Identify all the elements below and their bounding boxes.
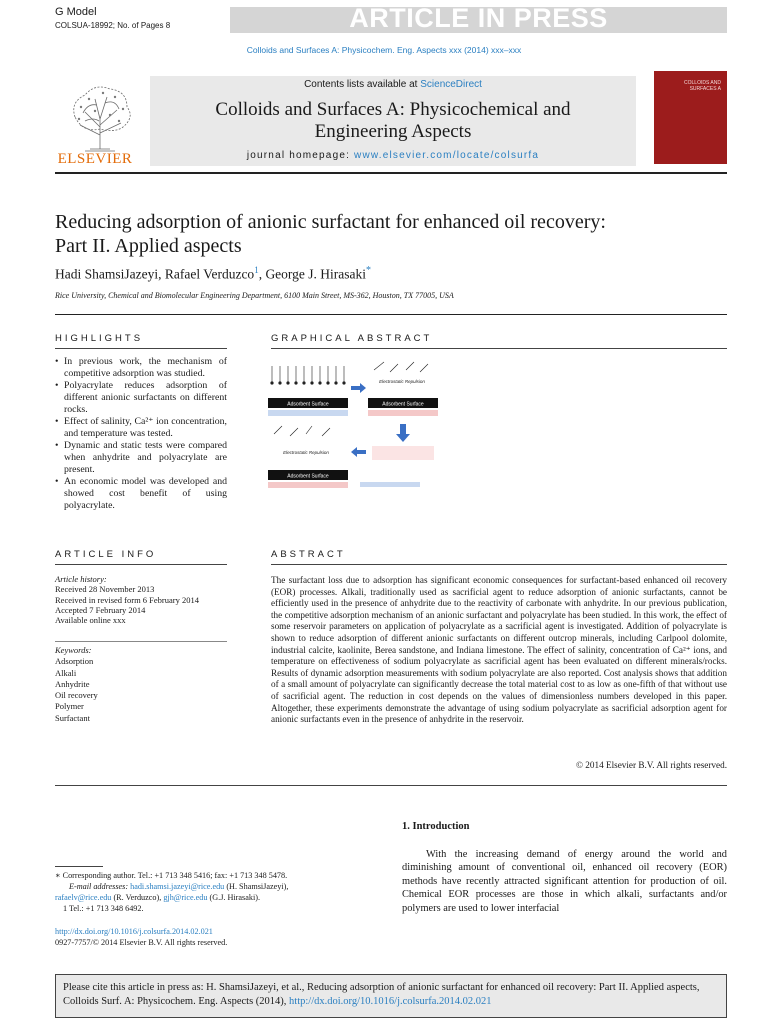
email-name-1: (H. ShamsiJazeyi),: [224, 882, 289, 891]
ga-repulsion-label-2: Electrostatic Repulsion: [283, 450, 329, 455]
author-names-2: , George J. Hirasaki: [258, 266, 367, 282]
article-history: [55, 574, 227, 625]
highlight-item: • Polyacrylate reduces adsorption of different anionic surfactants on different rocks.: [55, 380, 227, 416]
footnote-rule: [55, 866, 103, 867]
history-received: Received 28 November 2013: [55, 584, 155, 595]
contents-line: [150, 79, 636, 90]
email-link-1[interactable]: hadi.shamsi.jazeyi@rice.edu: [130, 882, 225, 891]
article-in-press-text: ARTICLE IN PRESS: [349, 3, 608, 33]
email-name-3: (G.J. Hirasaki).: [207, 893, 260, 902]
highlight-item: • In previous work, the mechanism of competitive adsorption was studied.: [55, 356, 227, 380]
highlight-item: • Effect of salinity, Ca²⁺ ion concentration, and temperature was tested.: [55, 416, 227, 440]
article-info-rule: [55, 564, 227, 565]
header-divider: [55, 172, 727, 174]
article-title-line2: Part II. Applied aspects: [55, 235, 242, 257]
corresponding-author-note: ∗ Corresponding author. Tel.: +1 713 348 5416; fax: +1 713 348 5478.: [55, 871, 288, 880]
author-footnote-mark[interactable]: 1: [254, 265, 259, 275]
journal-cover-title: COLLOIDS AND SURFACES A: [684, 80, 721, 92]
article-info-heading: ARTICLE INFO: [55, 549, 157, 560]
highlight-item: • An economic model was developed and showed cost benefit of using polyacrylate.: [55, 476, 227, 512]
keyword-item: Polymer: [55, 701, 84, 712]
journal-homepage: [150, 150, 636, 161]
journal-title-line2: Engineering Aspects: [314, 121, 472, 142]
corresponding-author-mark[interactable]: *: [366, 265, 372, 276]
history-revised: Received in revised form 6 February 2014: [55, 594, 199, 605]
highlights-heading: HIGHLIGHTS: [55, 333, 144, 344]
email-link-3[interactable]: gjh@rice.edu: [163, 893, 208, 902]
doi-link[interactable]: http://dx.doi.org/10.1016/j.colsurfa.2014.02.021: [55, 927, 213, 936]
abstract-copyright: © 2014 Elsevier B.V. All rights reserved.: [576, 760, 727, 770]
sciencedirect-link[interactable]: ScienceDirect: [420, 79, 482, 90]
history-online: Available online xxx: [55, 615, 126, 626]
history-rule: [55, 641, 227, 642]
keyword-item: Adsorption: [55, 656, 94, 667]
keywords: [55, 645, 227, 724]
email-name-2: (R. Verduzco),: [111, 893, 164, 902]
graphical-abstract-figure: [268, 358, 438, 500]
abstract-rule: [271, 564, 727, 565]
history-label: Article history:: [55, 574, 107, 584]
email-label: E-mail addresses:: [69, 882, 129, 891]
ga-repulsion-label-1: Electrostatic Repulsion: [379, 379, 425, 384]
tel-note: 1 Tel.: +1 713 348 6492.: [63, 904, 144, 913]
issn-line: 0927-7757/© 2014 Elsevier B.V. All rights reserved.: [55, 938, 228, 947]
highlights-rule: [55, 348, 227, 349]
email-link-2[interactable]: rafaelv@rice.edu: [55, 893, 112, 902]
graphical-abstract-rule: [271, 348, 727, 349]
g-model-label: G Model: [55, 6, 97, 18]
keyword-item: Anhydrite: [55, 678, 90, 689]
manuscript-id: COLSUA-18992; No. of Pages 8: [55, 21, 171, 30]
keywords-label: Keywords:: [55, 645, 92, 655]
citation-body: Please cite this article in press as: H. ShamsiJazeyi, et al., Reducing adsorption of anionic surfactant for enhanced oil recovery: Part II. Applied aspects, Colloids Surf. A: Physicochem. Eng. Aspects (2014),: [63, 982, 700, 1007]
title-divider: [55, 314, 727, 315]
keyword-item: Oil recovery: [55, 690, 98, 701]
history-accepted: Accepted 7 February 2014: [55, 604, 146, 615]
author-names-1: Hadi ShamsiJazeyi, Rafael Verduzco: [55, 266, 255, 282]
introduction-text: With the increasing demand of energy around the world and diminishing amount of conventional oil, enhanced oil recovery (EOR) methods have recently attracted significant attention for production of oil. Chemical EOR processes are those in which alkali, surfactants and/or polymers are used to lower interfacial: [402, 849, 727, 914]
citation-text: [63, 981, 719, 1009]
abstract-text: The surfactant loss due to adsorption has significant economic consequences for surfactant-based enhanced oil recovery (EOR) processes. Alkali, traditionally used as sacrificial agent to reduce adsorption of anionic surfactants, cannot be efficiently used in the presence of anhydrite due to the reactivity of carbonate with anhydrite. In our previous publication, the competitive adsorption mechanism of an anionic surfactant and polyacrylate has been studied. In this work, the effect of some reservoir parameters on application of polyacrylate as a sacrificial agent is investigated. Addition of polyacrylate is shown to reduce adsorption of different anionic surfactants on different outcrop minerals, including Carlpool dolomite, industrial calcite, kaolinite, Berea sandstone, and Indiana limestone. The effect of salinity, concentration of Ca²⁺ ions, and temperature on effectiveness of sodium polyacrylate as sacrificial agent has been evaluated on different minerals/rocks. Results of dynamic adsorption measurements with sodium polyacrylate are also reported. Cost analysis shows that addition of a small amount of polyacrylate can significantly decrease the total material cost to as low as one-fifth of that without use of sacrificial agent. The reduction in cost depends on the values of dimensionless numbers developed in this paper. Altogether, these experiments demonstrate the advantage of using sodium polyacrylate as sacrificial adsorption agent for anionic surfactants even in the presence of anhydrite in the reservoir.: [271, 575, 727, 725]
abstract-heading: ABSTRACT: [271, 549, 346, 560]
highlight-item: • Dynamic and static tests were compared when anhydrite and polyacrylate are present.: [55, 440, 227, 476]
article-title: [55, 210, 727, 258]
ga-surface-label-2: Adsorbent Surface: [382, 401, 424, 408]
graphical-abstract-heading: GRAPHICAL ABSTRACT: [271, 333, 433, 344]
ga-surface-label-3: Adsorbent Surface: [287, 473, 329, 480]
abstract-end-rule: [55, 785, 727, 786]
article-title-line1: Reducing adsorption of anionic surfactant for enhanced oil recovery:: [55, 211, 606, 233]
author-list: [55, 265, 371, 283]
ga-surface-label: Adsorbent Surface: [287, 401, 329, 408]
email-line-2: [55, 892, 355, 903]
highlights-list: [55, 356, 227, 512]
keyword-item: Surfactant: [55, 712, 90, 723]
footnotes: [55, 870, 355, 914]
introduction-heading: 1. Introduction: [402, 821, 470, 832]
homepage-prefix: journal homepage:: [246, 150, 355, 161]
citation-doi-link[interactable]: http://dx.doi.org/10.1016/j.colsurfa.2014.02.021: [289, 996, 492, 1007]
journal-title-line1: Colloids and Surfaces A: Physicochemical and: [215, 99, 571, 120]
keyword-item: Alkali: [55, 667, 77, 678]
journal-cite-line: Colloids and Surfaces A: Physicochem. Eng. Aspects xxx (2014) xxx–xxx: [246, 45, 522, 55]
contents-prefix: Contents lists available at: [304, 79, 421, 90]
homepage-link[interactable]: www.elsevier.com/locate/colsurfa: [354, 150, 540, 161]
affiliation: Rice University, Chemical and Biomolecular Engineering Department, 6100 Main Street, MS-362, Houston, TX 77005, USA: [55, 291, 454, 300]
elsevier-wordmark: ELSEVIER: [57, 151, 133, 167]
email-line: [55, 881, 355, 892]
journal-title: [150, 99, 636, 143]
